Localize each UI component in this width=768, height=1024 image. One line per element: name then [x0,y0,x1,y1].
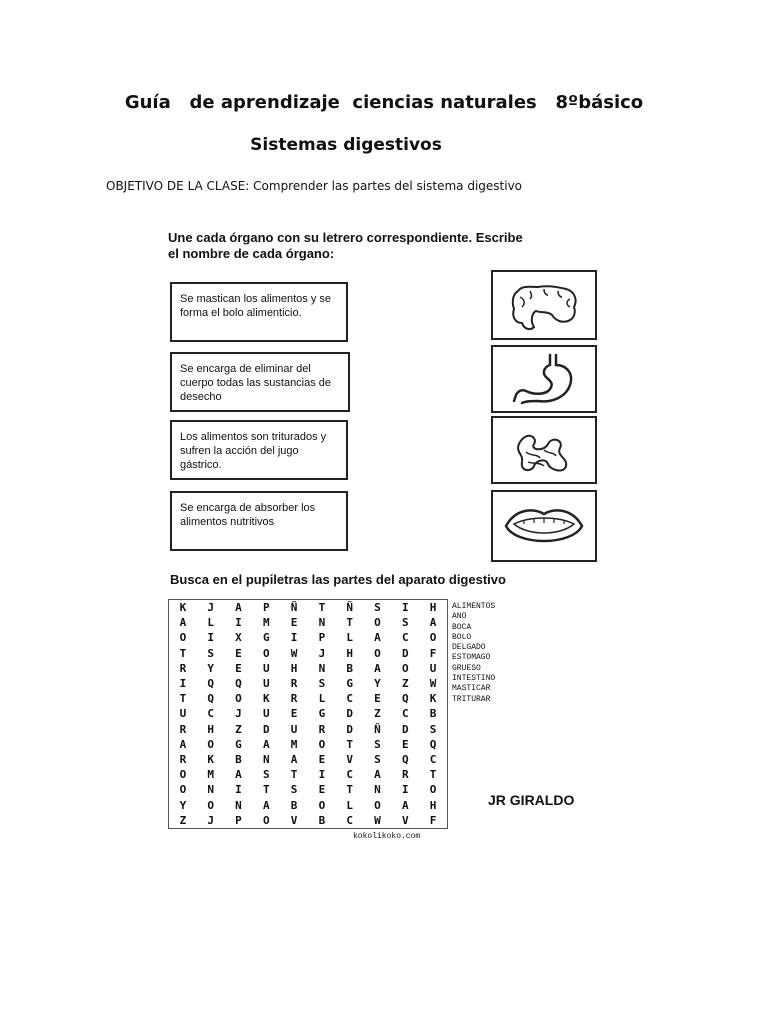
grid-letter: I [290,631,298,645]
grid-letter: C [346,692,353,706]
grid-letter: B [429,707,437,721]
grid-letter: O [235,692,242,706]
grid-letter: S [374,737,381,751]
grid-letter: P [318,631,326,645]
grid-letter: P [235,813,242,827]
mouth-icon [502,500,586,552]
grid-letter: T [262,783,270,797]
grid-letter: S [429,722,437,736]
grid-letter: O [262,646,270,660]
grid-letter: S [318,676,326,690]
grid-letter: E [401,737,409,751]
grid-letter: C [346,813,353,827]
grid-letter: G [318,707,326,721]
organ-image-box-3 [491,416,597,484]
grid-letter: T [346,616,353,630]
grid-letter: N [235,798,242,812]
grid-letter: E [235,661,242,675]
grid-letter: J [318,646,326,660]
grid-letter: I [235,783,242,797]
large-intestine-icon [504,277,584,333]
grid-letter: O [374,646,381,660]
grid-letter: S [262,768,270,782]
grid-letter: E [374,692,381,706]
description-text-4: Se encarga de absorber los alimentos nutritivos [180,502,316,528]
grid-letter: Y [374,676,381,690]
grid-letter: Z [235,722,242,736]
organ-image-box-2 [491,345,597,413]
grid-letter: U [429,661,437,675]
word-list-item: ALIMENTOS [452,602,496,611]
grid-letter: U [262,676,270,690]
grid-letter: O [429,631,437,645]
grid-letter: H [290,661,298,675]
word-list-item: BOCA [452,622,472,632]
grid-letter: O [179,783,187,797]
grid-letter: N [318,616,326,630]
grid-letter: O [262,813,270,827]
grid-letter: A [429,616,437,630]
grid-letter: L [346,798,353,812]
word-list-item: TRITURAR [452,694,491,704]
grid-letter: O [179,768,187,782]
grid-letter: I [235,616,242,630]
page-subtitle: Sistemas digestivos [250,135,442,155]
grid-letter: B [290,798,298,812]
grid-letter: N [374,783,381,797]
grid-letter: F [429,813,437,827]
grid-letter: D [346,707,353,721]
grid-letter: R [290,692,298,706]
word-list-item: ANO [452,612,467,622]
word-list-item: GRUESO [452,663,481,673]
grid-letter: N [207,783,214,797]
grid-letter: Z [401,676,409,690]
grid-letter: S [374,601,381,614]
word-list-item: MASTICAR [452,684,491,694]
grid-letter: H [346,646,353,660]
grid-letter: U [179,707,187,721]
grid-letter: I [401,601,409,614]
grid-letter: G [262,631,270,645]
grid-letter: A [262,798,270,812]
grid-letter: J [235,707,242,721]
grid-letter: L [318,692,326,706]
grid-letter: A [374,768,381,782]
grid-letter: K [262,692,270,706]
grid-letter: O [374,798,381,812]
grid-letter: C [401,707,409,721]
grid-letter: E [318,783,326,797]
grid-letter: R [179,661,187,675]
grid-letter: A [179,737,187,751]
small-intestine-icon [504,422,584,478]
stomach-icon [504,351,584,407]
word-list-item: BOLO [452,632,472,642]
grid-letter: E [318,752,326,766]
grid-letter: T [346,783,353,797]
grid-letter: J [207,601,214,614]
grid-letter: T [179,646,187,660]
grid-letter: M [290,737,298,751]
grid-letter: O [179,631,187,645]
grid-letter: L [207,616,214,630]
grid-letter: U [262,661,270,675]
grid-letter: I [318,768,326,782]
wordsearch-title: Busca en el pupiletras las partes del aparato digestivo [170,572,506,587]
grid-letter: K [179,601,187,614]
grid-letter: A [235,768,242,782]
grid-letter: R [179,752,187,766]
grid-letter: Z [374,707,381,721]
grid-letter: S [374,752,381,766]
grid-letter: A [262,737,270,751]
description-box-1 [170,282,348,342]
grid-letter: D [346,722,353,736]
grid-letter: D [262,722,270,736]
word-list-item: INTESTINO [452,674,496,684]
author-name: JR GIRALDO [488,792,575,808]
grid-letter: I [401,783,409,797]
description-box-2 [170,352,350,412]
wordsearch-grid [168,599,448,829]
grid-letter: V [401,813,409,827]
grid-letter: F [429,646,437,660]
grid-letter: H [429,601,437,614]
grid-letter: X [235,631,242,645]
description-text-2: Se encarga de eliminar del cuerpo todas las sustancias de desecho [180,363,332,403]
grid-letter: C [429,752,437,766]
grid-letter: H [207,722,214,736]
grid-letter: W [290,646,298,660]
grid-letter: Q [235,676,242,690]
grid-letter: Y [207,661,214,675]
grid-letter: K [429,692,437,706]
grid-letter: C [207,707,214,721]
grid-letter: M [207,768,214,782]
grid-letter: E [290,616,298,630]
grid-letter: O [318,798,326,812]
grid-letter: B [235,752,242,766]
description-text-3: Los alimentos son triturados y sufren la acción del jugo gástrico. [180,431,327,471]
grid-letter: G [346,676,353,690]
organ-image-box-1 [491,270,597,340]
grid-letter: O [401,661,409,675]
word-list-item: ESTOMAGO [452,653,491,663]
grid-letter: Ñ [290,601,298,614]
grid-letter: N [318,661,326,675]
grid-letter: Q [207,692,214,706]
grid-letter: D [401,646,409,660]
grid-letter: S [207,646,214,660]
grid-letter: R [401,768,409,782]
grid-letter: C [401,631,409,645]
grid-letter: E [235,646,242,660]
credit-text: kokolikoko.com [353,832,421,841]
grid-letter: Ñ [374,722,381,736]
grid-letter: A [374,631,381,645]
description-box-3 [170,420,348,480]
grid-letter: O [318,737,326,751]
grid-letter: Q [401,752,409,766]
grid-letter: A [374,661,381,675]
grid-letter: B [346,661,353,675]
grid-letter: N [262,752,270,766]
grid-letter: R [290,676,298,690]
grid-letter: P [262,601,270,614]
wordsearch-word-list [452,602,495,705]
grid-letter: T [290,768,298,782]
grid-letter: Ñ [346,601,353,614]
organ-image-box-4 [491,490,597,562]
grid-letter: Z [179,813,187,827]
word-list-item: DELGADO [452,643,486,653]
grid-letter: A [290,752,298,766]
grid-letter: D [401,722,409,736]
grid-letter: O [207,737,214,751]
grid-letter: G [235,737,242,751]
grid-letter: V [290,813,298,827]
page-title: Guía de aprendizaje ciencias naturales 8ºbásico [124,92,644,113]
grid-letter: T [346,737,353,751]
grid-letter: M [262,616,270,630]
grid-letter: I [179,676,187,690]
grid-letter: A [235,601,242,614]
grid-letter: O [207,798,214,812]
grid-letter: A [401,798,409,812]
class-objective: OBJETIVO DE LA CLASE: Comprender las partes del sistema digestivo [106,179,523,193]
grid-letter: H [429,798,437,812]
grid-letter: W [429,676,437,690]
description-text-1: Se mastican los alimentos y se forma el bolo alimenticio. [180,293,332,319]
grid-letter: B [318,813,326,827]
grid-letter: U [262,707,270,721]
grid-letter: Y [179,798,187,812]
grid-letter: L [346,631,353,645]
grid-letter: U [290,722,298,736]
grid-letter: I [207,631,214,645]
description-box-4 [170,491,348,551]
grid-letter: Q [429,737,437,751]
grid-letter: K [207,752,214,766]
matching-instructions: Une cada órgano con su letrero correspondiente. Escribe el nombre de cada órgano: [168,230,523,261]
grid-letter: R [179,722,187,736]
grid-letter: A [179,616,187,630]
grid-letter: O [429,783,437,797]
grid-letter: S [401,616,409,630]
grid-letter: S [290,783,298,797]
grid-letter: V [346,752,353,766]
grid-letter: Q [207,676,214,690]
grid-letter: T [429,768,437,782]
grid-letter: W [374,813,381,827]
grid-letter: E [290,707,298,721]
grid-letter: C [346,768,353,782]
grid-letter: T [318,601,326,614]
grid-letter: Q [401,692,409,706]
grid-letter: O [374,616,381,630]
grid-letter: J [207,813,214,827]
grid-letter: R [318,722,326,736]
grid-letter: T [179,692,187,706]
